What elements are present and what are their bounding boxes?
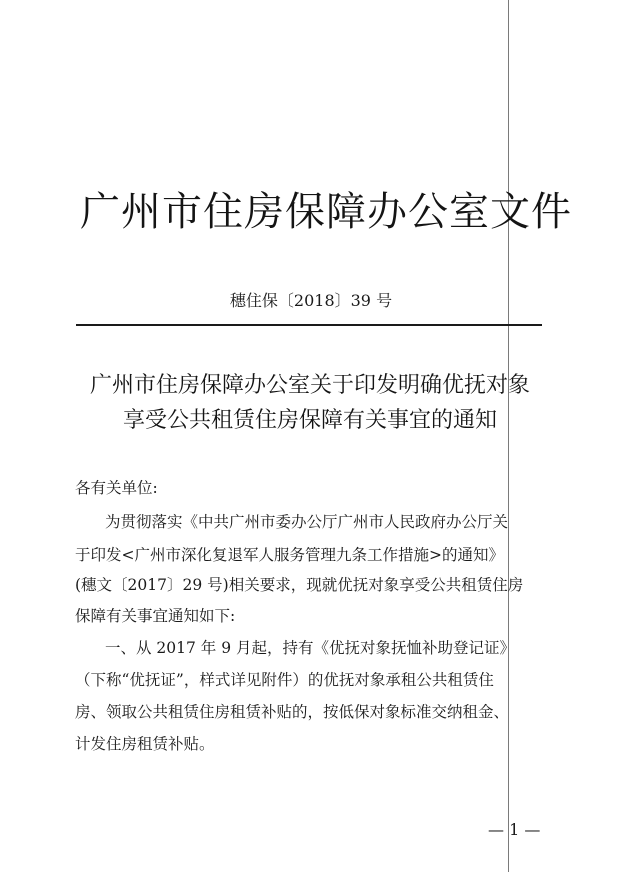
paragraph-2-line-3: 房、领取公共租赁住房租赁补贴的，按低保对象标准交纳租金、 xyxy=(75,703,510,721)
paragraph-2-line-4: 计发住房租赁补贴。 xyxy=(75,735,215,753)
document-number: 穗住保〔2018〕39 号 xyxy=(229,291,393,310)
salutation: 各有关单位: xyxy=(75,479,158,497)
issuer-header-title: 广州市住房保障办公室文件 xyxy=(80,189,572,235)
notice-title-line-1: 广州市住房保障办公室关于印发明确优抚对象 xyxy=(89,373,530,398)
paragraph-1-line-1: 为贯彻落实《中共广州市委办公厅广州市人民政府办公厅关 xyxy=(105,513,509,531)
paragraph-1-line-4: 保障有关事宜通知如下: xyxy=(75,607,236,625)
paragraph-2-line-1: 一、从 2017 年 9 月起，持有《优抚对象抚恤补助登记证》 xyxy=(105,639,516,657)
notice-title-line-2: 享受公共租赁住房保障有关事宜的通知 xyxy=(122,408,497,433)
paragraph-1-line-3: (穗文〔2017〕29 号)相关要求，现就优抚对象享受公共租赁住房 xyxy=(75,576,524,594)
paragraph-1-line-2: 于印发<广州市深化复退军人服务管理九条工作措施>的通知》 xyxy=(75,546,504,564)
page-number: — 1 — xyxy=(488,820,541,839)
paragraph-2-line-2: （下称“优抚证”，样式详见附件）的优抚对象承租公共租赁住 xyxy=(75,671,494,689)
header-divider xyxy=(76,324,542,326)
